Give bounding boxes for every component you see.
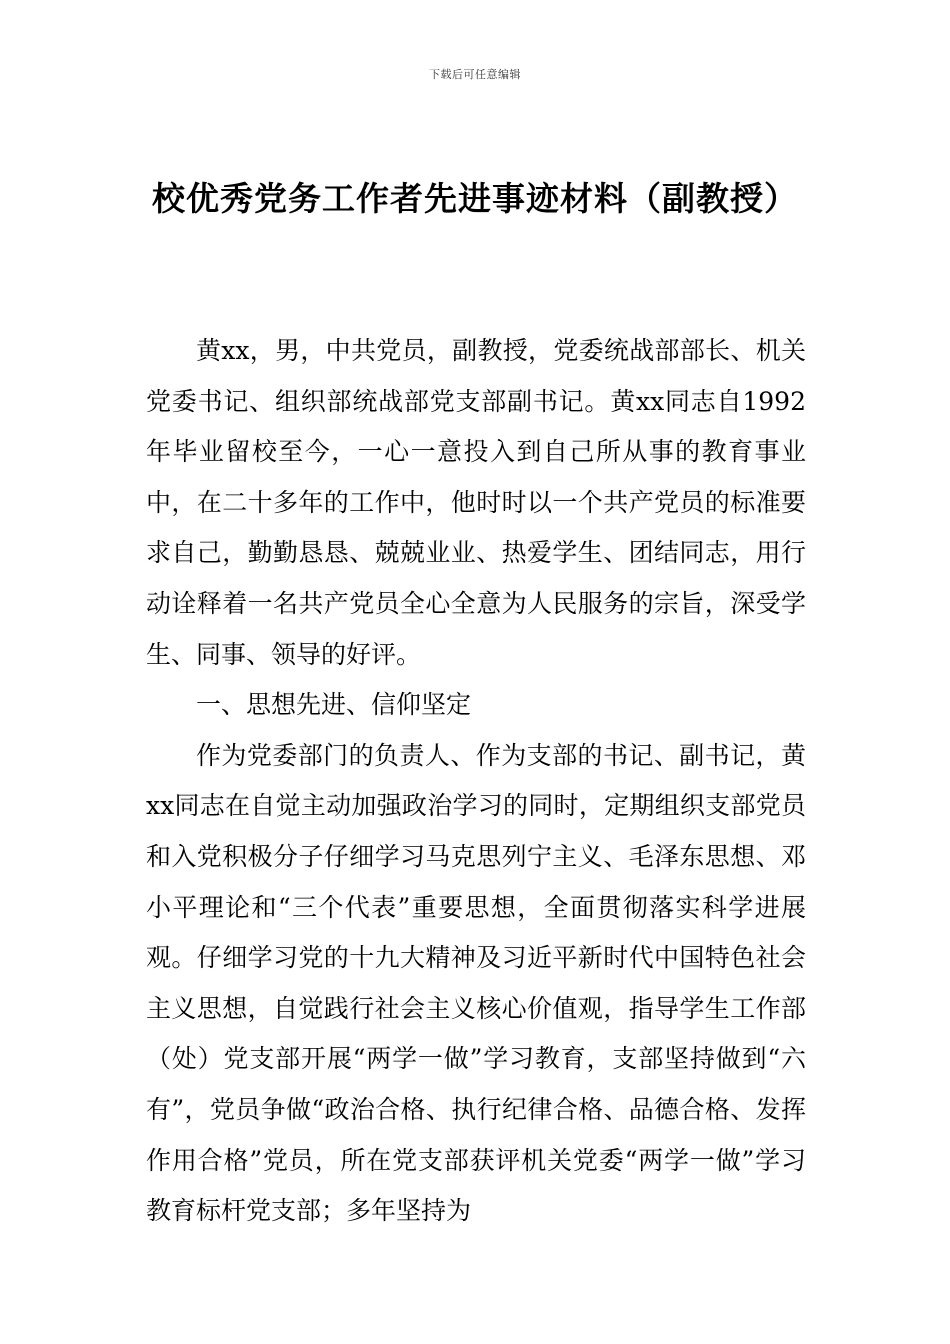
document-title: 校优秀党务工作者先进事迹材料（副教授） [152,179,798,218]
document-body [146,326,806,1237]
paragraph-section-one: 作为党委部门的负责人、作为支部的书记、副书记，黄xx同志在自觉主动加强政治学习的同时，定期组织支部党员和入党积极分子仔细学习马克思列宁主义、毛泽东思想、邓小平理论和“三个代表”重要思想，全面贯彻落实科学进展观。仔细学习党的十九大精神及习近平新时代中国特色社会主义思想，自觉践行社会主义核心价值观，指导学生工作部（处）党支部开展“两学一做”学习教育，支部坚持做到“六有”，党员争做“政治合格、执行纪律合格、品德合格、发挥作用合格”党员，所在党支部获评机关党委“两学一做”学习教育标杆党支部；多年坚持为 [146,740,806,1226]
paragraph-intro: 黄xx，男，中共党员，副教授，党委统战部部长、机关党委书记、组织部统战部党支部副书记。黄xx同志自1992年毕业留校至今，一心一意投入到自己所从事的教育事业中，在二十多年的工作中，他时时以一个共产党员的标准要求自己，勤勤恳恳、兢兢业业、热爱学生、团结同志，用行动诠释着一名共产党员全心全意为人民服务的宗旨，深受学生、同事、领导的好评。 [146,336,806,669]
header-note: 下载后可任意编辑 [429,68,521,81]
section-heading: 一、思想先进、信仰坚定 [196,690,472,720]
